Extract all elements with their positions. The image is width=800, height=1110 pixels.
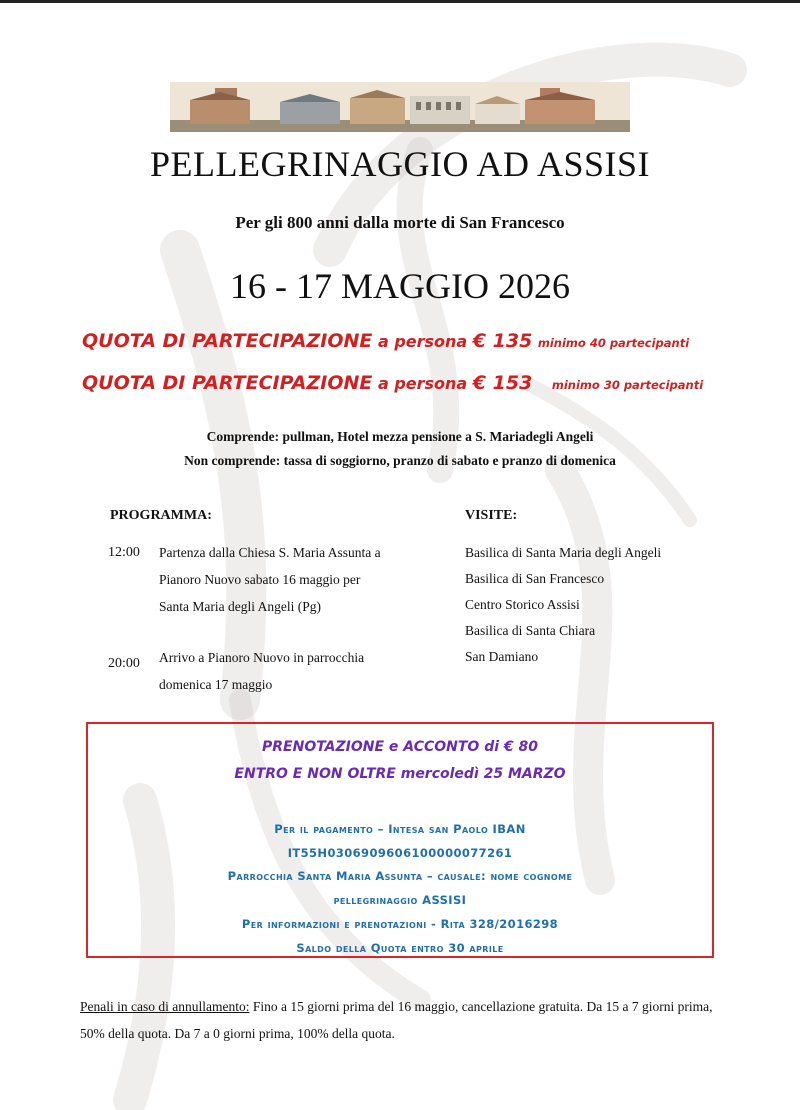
page-title: PELLEGRINAGGIO AD ASSISI	[149, 144, 651, 184]
quota-price: € 135	[472, 330, 533, 352]
booking-deadline: ENTRO E NON OLTRE mercoledì 25 MARZO	[234, 766, 566, 782]
program-time: 20:00	[108, 656, 140, 671]
visits-list	[465, 540, 661, 670]
quota-row-30	[82, 372, 703, 394]
penalty-text: Fino a 15 giorni prima del 16 maggio, cancellazione gratuita. Da 15 a 7 giorni prima, 50% della quota. Da 7 a 0 giorni prima, 100% della quota.	[80, 999, 713, 1041]
page-subtitle: Per gli 800 anni dalla morte di San Francesco	[235, 213, 565, 232]
payment-bank: Per il pagamento – Intesa san Paolo IBAN	[274, 822, 526, 836]
visit-item: San Damiano	[465, 649, 539, 664]
payment-reason: pellegrinaggio ASSISI	[333, 893, 467, 907]
quota-label: QUOTA DI PARTECIPAZIONE	[82, 330, 373, 352]
program-line: Arrivo a Pianoro Nuovo in parrocchia	[159, 650, 365, 665]
program-time: 12:00	[108, 545, 140, 560]
program-line: Partenza dalla Chiesa S. Maria Assunta a	[159, 545, 381, 560]
program-item-return	[159, 644, 439, 698]
program-line: domenica 17 maggio	[159, 677, 273, 692]
quota-per: a persona	[377, 374, 468, 393]
program-item-departure	[159, 539, 439, 620]
assisi-banner-image	[170, 82, 630, 132]
payment-iban: IT55H0306909606100000077261	[287, 846, 513, 860]
event-dates: 16 - 17 MAGGIO 2026	[230, 266, 570, 306]
quota-minimum: minimo 40 partecipanti	[537, 336, 690, 350]
balance-deadline: Saldo della Quota entro 30 aprile	[296, 941, 504, 955]
top-border	[0, 0, 800, 3]
visit-item: Basilica di Santa Chiara	[465, 623, 596, 638]
quota-minimum: minimo 30 partecipanti	[551, 378, 704, 392]
visit-item: Basilica di San Francesco	[465, 571, 605, 586]
quota-label: QUOTA DI PARTECIPAZIONE	[82, 372, 373, 394]
program-line: Pianoro Nuovo sabato 16 maggio per	[159, 572, 361, 587]
booking-deposit: PRENOTAZIONE e ACCONTO di € 80	[262, 739, 538, 755]
program-heading: PROGRAMMA:	[110, 508, 212, 523]
cancellation-penalties	[80, 993, 720, 1047]
quota-row-40	[82, 330, 689, 352]
quota-price: € 153	[472, 372, 533, 394]
payment-payee: Parrocchia Santa Maria Assunta – causale: nome cognome	[227, 869, 573, 883]
penalty-label: Penali in caso di annullamento:	[80, 999, 250, 1014]
quota-per: a persona	[377, 332, 468, 351]
visits-heading: VISITE:	[465, 508, 518, 523]
excluded-text: Non comprende: tassa di soggiorno, pranzo di sabato e pranzo di domenica	[184, 453, 616, 468]
contact-info: Per informazioni e prenotazioni - Rita 328/2016298	[241, 917, 559, 931]
visit-item: Basilica di Santa Maria degli Angeli	[465, 545, 662, 560]
included-text: Comprende: pullman, Hotel mezza pensione a S. Mariadegli Angeli	[206, 429, 594, 444]
visit-item: Centro Storico Assisi	[465, 597, 580, 612]
program-line: Santa Maria degli Angeli (Pg)	[159, 599, 321, 614]
